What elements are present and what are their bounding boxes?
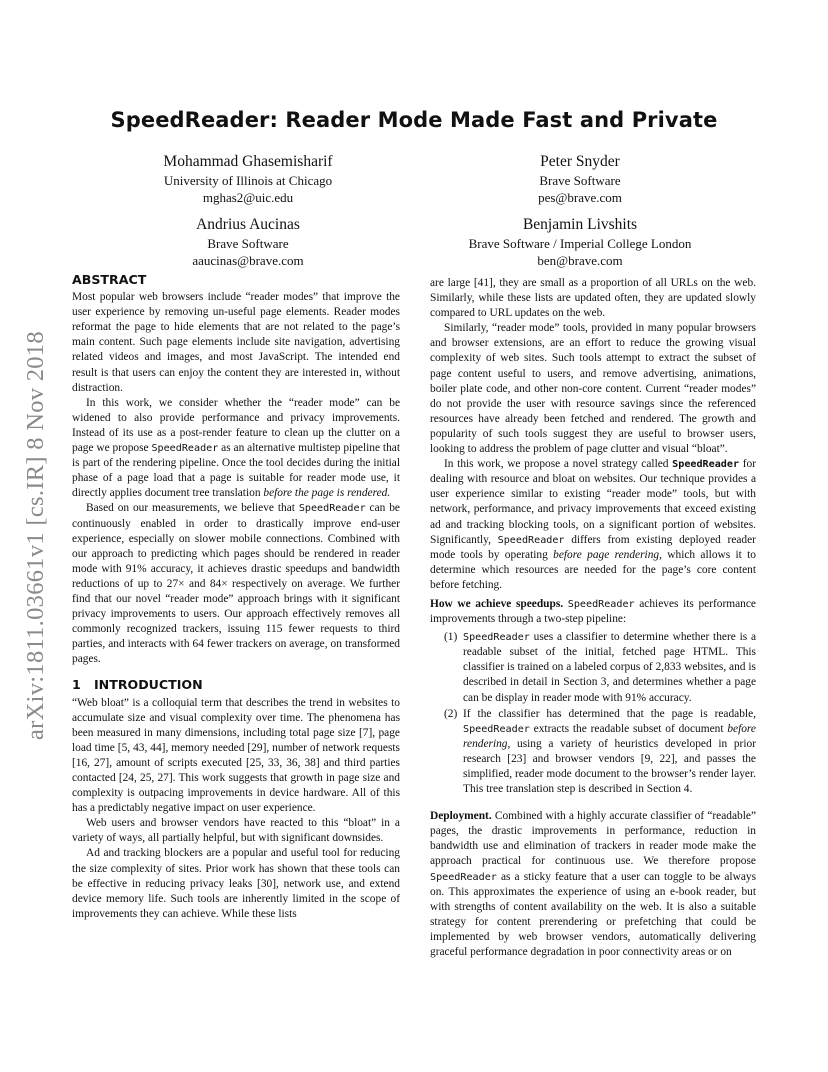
- paragraph-text: In this work, we consider whether the “reader mode” can be widened to also provide performance and privacy improvements. Instead of its use as a post-render feature to clean up the clutter on a page we propose: [72, 396, 400, 455]
- author-block: [120, 152, 376, 206]
- list-item-text: If the classifier has determined that the page is readable,: [463, 707, 756, 720]
- abstract-paragraph: [72, 396, 400, 502]
- list-item-label: (2): [444, 707, 458, 720]
- paragraph-text: are large [41], they are small as a proportion of all URLs on the web. Similarly, while these lists are updated often, they are updated slowly compared to URL updates on the web.: [430, 277, 756, 320]
- emphasis-text: before the page is rendered.: [263, 487, 391, 500]
- emphasis-text: before page rendering: [553, 548, 660, 561]
- list-item-text: , using a variety of heuristics developed in prior research [23] and browser vendors [9, 22], and passes the simplified, reader mode document to the browser’s render layer. This tree translation step is described in Section 4.: [463, 737, 756, 796]
- abstract-paragraph: [72, 501, 400, 667]
- left-column: [72, 272, 400, 922]
- intro-paragraph: [430, 276, 756, 321]
- deployment-paragraph: [430, 809, 756, 960]
- paragraph-text: Combined with a highly accurate classifier of “readable” pages, the drastic improvements in performance, reduction in bandwidth use and elimination of trackers in reader mode make the approach practical for continuous use. We therefore propose: [430, 810, 756, 868]
- paragraph-text: “Web bloat” is a colloquial term that describes the trend in websites to accumulate size and visual complexity over time. The phenomena has been measured in many dimensions, including total page size [7], page load time [5, 43, 44], memory needed [29], number of network requests [16, 27], amount of scripts executed [25, 33, 36, 38] and third parties contacted [24, 25, 27]. This work suggests that growth in page size and complexity is outpacing improvements in device hardware. All of this has a predictably negative impact on user experience.: [72, 696, 400, 815]
- author-email: pes@brave.com: [538, 190, 622, 205]
- intro-paragraph: [72, 816, 400, 846]
- list-item-text: extracts the readable subset of document: [529, 722, 728, 735]
- paragraph-text: Similarly, “reader mode” tools, provided in many popular browsers and browser extensions, are an effort to reduce the growing visual complexity of web sites. Such tools attempt to extract the subset of page content useful to users, and remove advertising, animations, boiler plate code, and other non-core content. Current “reader modes” do not provide the user with resource savings since the referenced resources have already been fetched and rendered. The growth and popularity of such tools suggest they are useful to browser users, looking to address the problem of page clutter and visual “bloat”.: [430, 322, 756, 456]
- author-affiliation: Brave Software / Imperial College London: [468, 236, 692, 251]
- code-term: SpeedReader: [151, 443, 219, 455]
- pipeline-steps-list: [430, 630, 756, 797]
- code-term: SpeedReader: [463, 632, 530, 644]
- code-term: SpeedReader: [497, 534, 565, 546]
- paragraph-text: as an alternative multistep pipeline that is part of the rendering pipeline. Once the tool decides during the initial phase of a page load that a page is suitable for reader mode use, it directly applies document tree translation: [72, 442, 400, 500]
- author-block: [452, 152, 708, 206]
- list-item-label: (1): [444, 631, 458, 644]
- paragraph-text: Ad and tracking blockers are a popular and useful tool for reducing the size complexity of sites. Prior work has shown that these tools can be effective in reducing privacy leaks [30], network use, and extend device memory life. Such tools are inherently limited in the scope of improvements they can achieve. While these lists: [72, 847, 400, 920]
- abstract-heading: ABSTRACT: [72, 272, 147, 287]
- author-name: Mohammad Ghasemisharif: [163, 153, 333, 170]
- author-email: mghas2@uic.edu: [202, 190, 294, 205]
- paragraph-text: Most popular web browsers include “reader modes” that improve the user experience by removing un-useful page elements. Reader modes reformat the page to hide elements that are not related to the page’s main content. Such page elements include site navigation, advertising related videos and images, and most JavaScript. The intended end result is that users can enjoy the content they are interested in, without distraction.: [72, 291, 400, 394]
- intro-paragraph: [430, 457, 756, 593]
- section-title: INTRODUCTION: [94, 677, 203, 693]
- emphasis-text: before rendering: [463, 722, 756, 750]
- paragraph-text: as a sticky feature that a user can toggle to be always on. This approximates the experience of using an e-book reader, but with strengths of content availability on the web. It is also a suitable strategy for content prerendering or prefetching that could be implemented by web browser vendors, automatically delivering graceful performance degradation in poor connectivity areas or on: [430, 870, 756, 959]
- paragraph-text: In this work, we propose a novel strategy called: [444, 458, 673, 471]
- author-block: [440, 215, 720, 269]
- run-in-heading: Deployment.: [430, 810, 492, 823]
- section-heading-introduction: [72, 677, 400, 692]
- paragraph-text: for dealing with resource and bloat on websites. Our technique provides a user experience similar to existing “reader mode” tools, but with network, performance, and privacy improvements that exceed existing ad and tracking blocking tools, on a significant portion of websites. Significantly,: [430, 458, 756, 546]
- paragraph-text: achieves its performance improvements through a two-step pipeline:: [430, 597, 756, 626]
- right-column: [430, 276, 756, 960]
- author-affiliation: Brave Software: [207, 236, 289, 251]
- list-item: [430, 707, 756, 798]
- intro-paragraph: [72, 846, 400, 921]
- paragraph-text: , which allows it to determine which resources are needed for the page’s core content before fetching.: [430, 548, 756, 591]
- author-name: Peter Snyder: [540, 153, 620, 170]
- paragraph-text: Based on our measurements, we believe that: [86, 502, 299, 515]
- author-affiliation: University of Illinois at Chicago: [163, 173, 333, 188]
- list-item-text: uses a classifier to determine whether there is a readable subset of the initial, fetched page HTML. This classifier is trained on a labeled corpus of 2,833 websites, and is described in detail in Section 3, and determines whether a page can be display in reader mode with 91% accuracy.: [463, 631, 756, 704]
- list-item: [430, 630, 756, 705]
- paper-title: SpeedReader: Reader Mode Made Fast and Private: [110, 108, 718, 132]
- paragraph-text: Web users and browser vendors have reacted to this “bloat” in a variety of ways, all partially helpful, but with significant downsides.: [72, 817, 400, 845]
- arxiv-identifier-stamp: arXiv:1811.03661v1 [cs.IR] 8 Nov 2018: [22, 331, 49, 741]
- paragraph-text: differs from existing deployed reader mode tools by operating: [430, 533, 756, 561]
- author-name: Benjamin Livshits: [522, 216, 638, 233]
- code-term: SpeedReader: [672, 459, 740, 471]
- run-in-heading: How we achieve speedups.: [430, 597, 564, 610]
- code-term: SpeedReader: [430, 871, 497, 883]
- author-affiliation: Brave Software: [539, 173, 621, 188]
- intro-paragraph: [72, 696, 400, 817]
- code-term: SpeedReader: [567, 598, 635, 610]
- abstract-paragraph: [72, 290, 400, 396]
- author-email: aaucinas@brave.com: [192, 253, 304, 268]
- code-term: SpeedReader: [463, 723, 530, 735]
- intro-paragraph: [430, 321, 756, 457]
- paragraph-text: can be continuously enabled in order to drastically improve end-user experience, especially on slower mobile connections. Combined with our approach to predicting which pages should be rendered in reader mode with 91% accuracy, it achieves drastic speedups and bandwidth reductions of up to 27× and 84× respectively on average. We further find that our novel “reader mode” approach brings with it significant privacy improvements to users. Our approach effectively removes all commonly recognized trackers, issuing 115 fewer requests to third parties, and interacts with 64 fewer trackers on average, on transformed pages.: [72, 502, 400, 666]
- author-block: [120, 215, 376, 269]
- author-email: ben@brave.com: [537, 253, 623, 268]
- section-number: 1: [72, 677, 81, 693]
- speedups-paragraph: [430, 597, 756, 627]
- author-name: Andrius Aucinas: [196, 216, 300, 233]
- code-term: SpeedReader: [298, 503, 366, 515]
